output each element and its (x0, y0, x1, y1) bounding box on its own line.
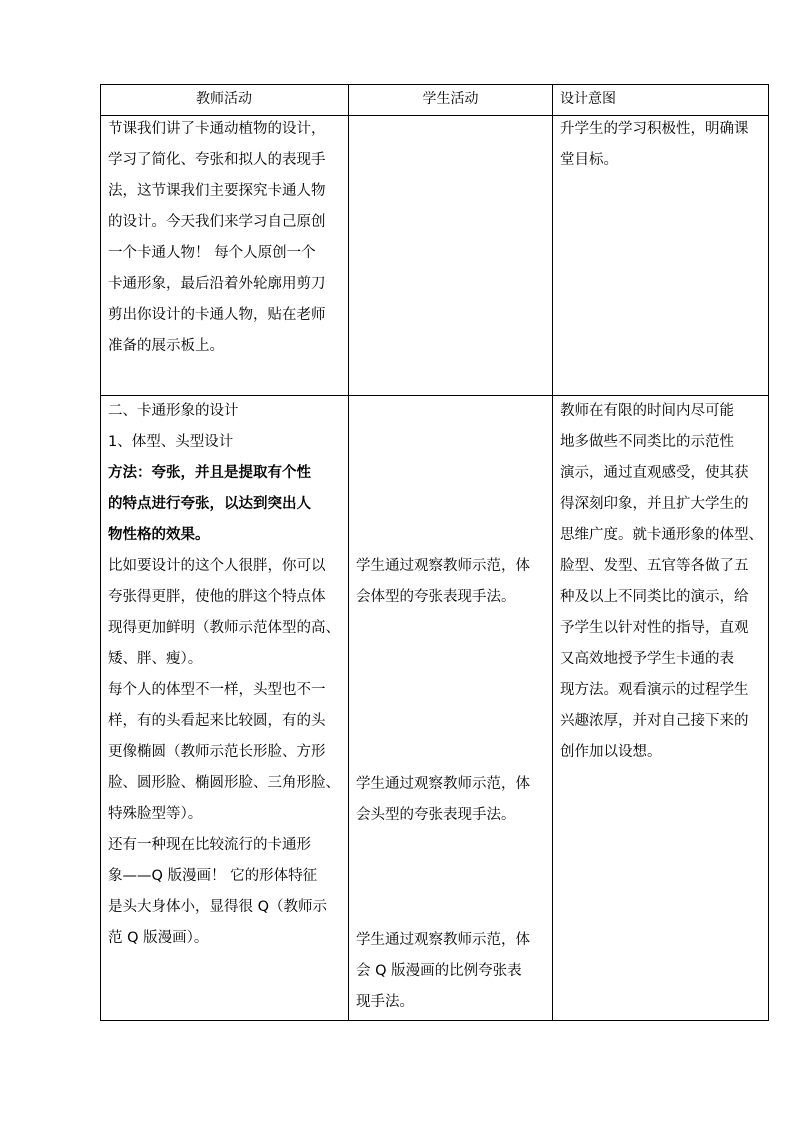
header-divider (100, 115, 769, 116)
text-line: 得深刻印象，并且扩大学生的 (560, 496, 749, 512)
text-line: 堂目标。 (560, 152, 618, 168)
text-line: 卡通形象，最后沿着外轮廓用剪刀 (108, 276, 326, 292)
text-line: 法，这节课我们主要探究卡通人物 (108, 183, 326, 199)
text-line: 会 Q 版漫画的比例夸张表 (356, 963, 522, 979)
text-line: 演示，通过直观感受，使其获 (560, 465, 749, 481)
text-line: 学生通过观察教师示范，体 (356, 932, 530, 948)
table-border-left (100, 84, 101, 1021)
text-line: 是头大身体小，显得很 Q（教师示 (108, 899, 328, 915)
header-design-intent: 设计意图 (560, 91, 616, 107)
text-line: 又高效地授予学生卡通的表 (560, 651, 734, 667)
text-line: 节课我们讲了卡通动植物的设计， (108, 121, 326, 137)
header-student-activity: 学生活动 (422, 91, 479, 107)
row2-intent-cell (560, 401, 768, 781)
row1-intent-cell (560, 119, 765, 199)
text-line: 还有一种现在比较流行的卡通形 (108, 837, 311, 853)
text-line: 准备的展示板上。 (108, 338, 224, 354)
method-line: 的特点进行夸张，以达到突出人 (108, 496, 311, 512)
text-line: 创作加以设想。 (560, 744, 662, 760)
text-line: 剪出你设计的卡通人物，贴在老师 (108, 307, 326, 323)
text-line: 现手法。 (356, 994, 414, 1010)
row2-student-block-head (356, 774, 552, 834)
text-line: 学生通过观察教师示范，体 (356, 558, 530, 574)
header-teacher-activity: 教师活动 (196, 91, 252, 107)
column-divider-1 (348, 84, 349, 1021)
text-line: 教师在有限的时间内尽可能 (560, 403, 734, 419)
section-heading: 二、卡通形象的设计 (108, 403, 239, 419)
row1-teacher-cell (108, 119, 348, 389)
text-line: 思维广度。就卡通形象的体型、 (560, 527, 763, 543)
method-line: 方法：夸张，并且是提取有个性 (108, 465, 311, 481)
text-line: 样，有的头看起来比较圆，有的头 (108, 713, 326, 729)
text-line: 会体型的夸张表现手法。 (356, 589, 516, 605)
text-line: 夸张得更胖，使他的胖这个特点体 (108, 589, 326, 605)
row2-student-block-body (356, 556, 552, 616)
text-line: 脸、圆形脸、椭圆形脸、三角形脸、 (108, 775, 340, 791)
text-line: 矮、胖、瘦）。 (108, 651, 203, 667)
text-line: 予学生以针对性的指导，直观 (560, 620, 749, 636)
text-line: 比如要设计的这个人很胖，你可以 (108, 558, 326, 574)
text-line: 升学生的学习积极性，明确课 (560, 121, 749, 137)
row-divider (100, 395, 769, 396)
text-line: 现方法。观看演示的过程学生 (560, 682, 749, 698)
row2-teacher-cell (108, 401, 348, 961)
text-line: 范 Q 版漫画）。 (108, 930, 209, 946)
table-border-top (100, 84, 769, 85)
table-border-bottom (100, 1020, 769, 1021)
text-line: 特殊脸型等）。 (108, 806, 203, 822)
lesson-plan-table (100, 84, 769, 1021)
text-line: 的设计。今天我们来学习自己原创 (108, 214, 326, 230)
subsection-heading: 1、体型、头型设计 (108, 434, 234, 450)
text-line: 学生通过观察教师示范，体 (356, 776, 530, 792)
column-divider-2 (552, 84, 553, 1021)
text-line: 象——Q 版漫画！ 它的形体特征 (108, 868, 318, 884)
text-line: 更像椭圆（教师示范长形脸、方形 (108, 744, 326, 760)
text-line: 脸型、发型、五官等各做了五 (560, 558, 749, 574)
text-line: 每个人的体型不一样，头型也不一 (108, 682, 326, 698)
text-line: 现得更加鲜明（教师示范体型的高、 (108, 620, 340, 636)
text-line: 地多做些不同类比的示范性 (560, 434, 734, 450)
table-border-right (768, 84, 769, 1021)
text-line: 会头型的夸张表现手法。 (356, 807, 516, 823)
method-line: 物性格的效果。 (108, 527, 210, 543)
text-line: 种及以上不同类比的演示，给 (560, 589, 749, 605)
row2-student-block-q (356, 930, 552, 1015)
text-line: 学习了简化、夸张和拟人的表现手 (108, 152, 326, 168)
text-line: 一个卡通人物！ 每个人原创一个 (108, 245, 316, 261)
text-line: 兴趣浓厚，并对自己接下来的 (560, 713, 749, 729)
